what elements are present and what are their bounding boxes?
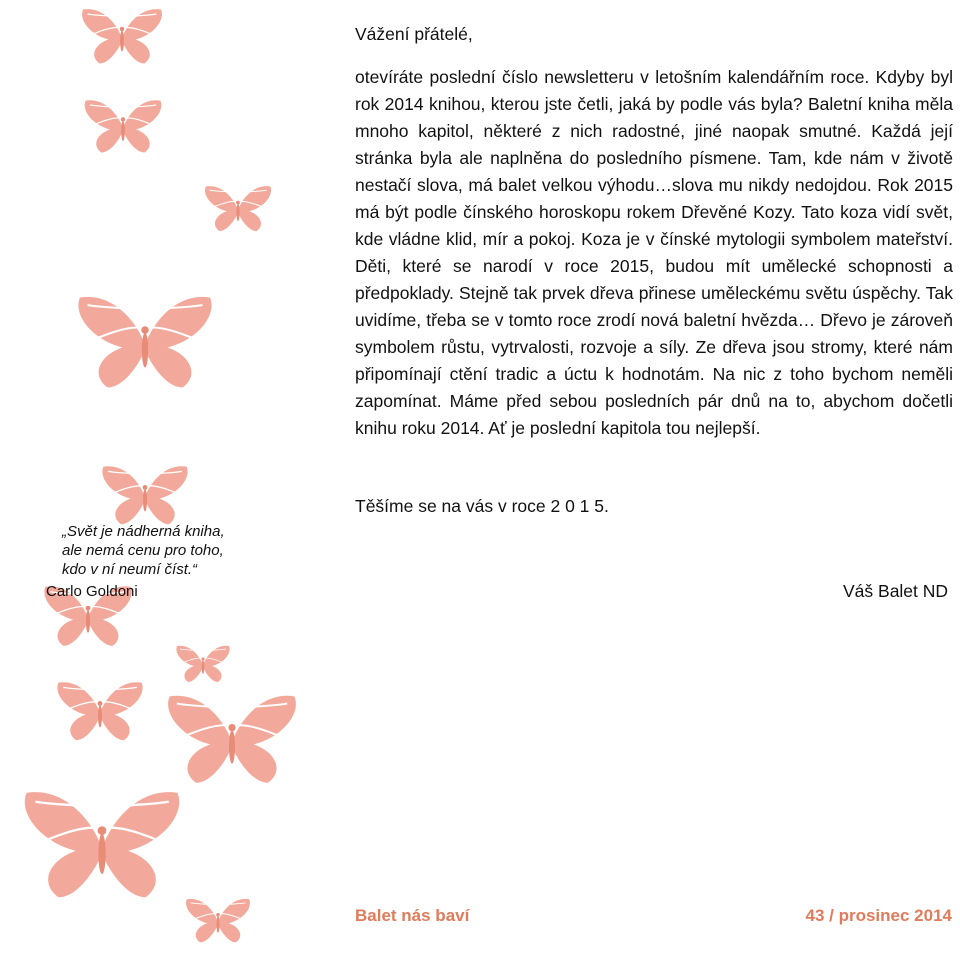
letter-signature: Váš Balet ND <box>843 581 949 601</box>
quote-line: „Svět je nádherná kniha, <box>62 523 225 540</box>
quote-line: ale nemá cenu pro toho, <box>62 542 224 559</box>
letter-greeting: Vážení přátelé, <box>355 24 473 44</box>
butterfly-fairy-icon <box>102 466 187 524</box>
quote-line: kdo v ní neumí číst.“ <box>62 561 198 578</box>
butterfly-fairy-icon <box>78 297 211 388</box>
butterfly-fairy-icon <box>186 899 250 943</box>
letter-body: otevíráte poslední číslo newsletteru v letošním kalendářním roce. Kdyby byl rok 2014 knihou, kterou jste četli, jaká by podle vás byla? Baletní kniha měla mnoho kapitol, některé z nich radostné, jiné naopak smutné. Každá její stránka byla ale naplněna do posledního písmene. Tam, kde nám v životě nestačí slova, má balet velkou výhodu…slova mu nikdy nedojdou. Rok 2015 má být podle čínského horoskopu rokem Dřevěné Kozy. Tato koza vidí svět, kde vládne klid, mír a pokoj. Koza je v čínské mytologii symbolem mateřství. Děti, které se narodí v roce 2015, budou mít umělecké schopnosti a předpoklady. Stejně tak prvek dřeva přinese uměleckému světu úspěchy. Tak uvidíme, třeba se v tomto roce zrodí nová baletní hvězda… Dřevo je zároveň symbolem růstu, vytrvalosti, rozvoje a síly. Ze dřeva jsou stromy, které nám připomínají ctění tradic a úctu k hodnotám. Na nic z toho bychom neměli zapomínat. Máme před sebou posledních pár dnů na to, abychom dočetli knihu roku 2014. Ať je poslední kapitola tou nejlepší. <box>355 67 953 438</box>
butterfly-fairy-icon <box>85 100 162 152</box>
butterfly-fairy-icon <box>82 9 162 63</box>
letter-closing: Těšíme se na vás v roce 2 0 1 5. <box>355 496 609 516</box>
quote <box>62 522 252 579</box>
quote-author: Carlo Goldoni <box>46 583 138 600</box>
butterfly-fairy-icon <box>205 186 271 231</box>
butterfly-fairy-icon <box>25 792 179 897</box>
butterfly-decoration <box>0 0 340 964</box>
butterfly-fairy-icon <box>168 696 296 783</box>
butterfly-fairy-icon <box>176 646 229 682</box>
footer-issue-info: 43 / prosinec 2014 <box>805 906 952 925</box>
butterfly-fairy-icon <box>57 682 142 740</box>
footer-newsletter-name: Balet nás baví <box>355 906 470 925</box>
